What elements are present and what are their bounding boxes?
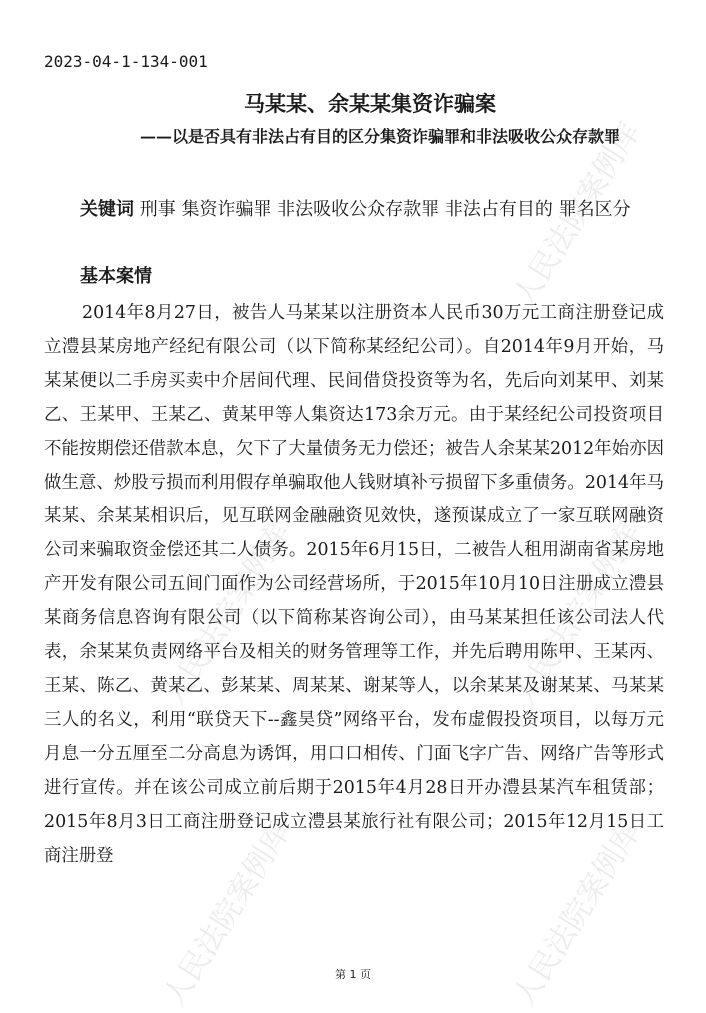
case-paragraph: 2014年8月27日，被告人马某某以注册资本人民币30万元工商注册登记成立澧县某房地产经纪有限公司（以下简称某经纪公司）。自2014年9月开始，马某某便以二手房买卖中介居间代理、民间借贷投资等为名，先后向刘某甲、刘某乙、王某甲、王某乙、黄某甲等人集资达173余万元。由于某经纪公司投资项目不能按期偿还借款本息，欠下了大量债务无力偿还；被告人余某某2012年始亦因做生意、炒股亏损而利用假存单骗取他人钱财填补亏损留下多重债务。2014年马某某、余某某相识后，见互联网金融融资见效快，遂预谋成立了一家互联网融资公司来骗取资金偿还其二人债务。2015年6月15日，二被告人租用湖南省某房地产开发有限公司五间门面作为公司经营场所，于2015年10月10日注册成立澧县某商务信息咨询有限公司（以下简称某咨询公司），由马某某担任该公司法人代表，余某某负责网络平台及相关的财务管理等工作，并先后聘用陈甲、王某丙、王某、陈乙、黄某乙、彭某某、周某某、谢某等人，以余某某及谢某某、马某某三人的名义，利用“联贷天下--鑫昊贷”网络平台，发布虚假投资项目，以每万元月息一分五厘至二分高息为诱饵，用口口相传、门面飞字广告、网络广告等形式进行宣传。并在该公司成立前后期于2015年4月28日开办澧县某汽车租赁部；2015年8月3日工商注册登记成立澧县某旅行社有限公司；2015年12月15日工商注册登	[44, 303, 664, 866]
watermark: 人民法院案例库	[156, 816, 298, 1013]
watermark: 人民法院案例库	[156, 516, 298, 713]
case-id: 2023-04-1-134-001	[44, 52, 208, 71]
watermark: 人民法院案例库	[506, 816, 648, 1013]
keywords-label: 关键词	[80, 199, 134, 220]
watermark: 人民法院案例库	[506, 516, 648, 713]
case-title: 马某某、余某某集资诈骗案	[244, 91, 496, 116]
case-subtitle: ——以是否具有非法占有目的区分集资诈骗罪和非法吸收公众存款罪	[139, 127, 620, 146]
section-title: 基本案情	[80, 266, 152, 287]
keywords-line	[44, 193, 664, 226]
watermark: 人民法院案例库	[506, 116, 648, 313]
page-footer: 第 1 页	[335, 968, 371, 981]
keywords-text: 刑事 集资诈骗罪 非法吸收公众存款罪 非法占有目的 罪名区分	[134, 199, 631, 220]
